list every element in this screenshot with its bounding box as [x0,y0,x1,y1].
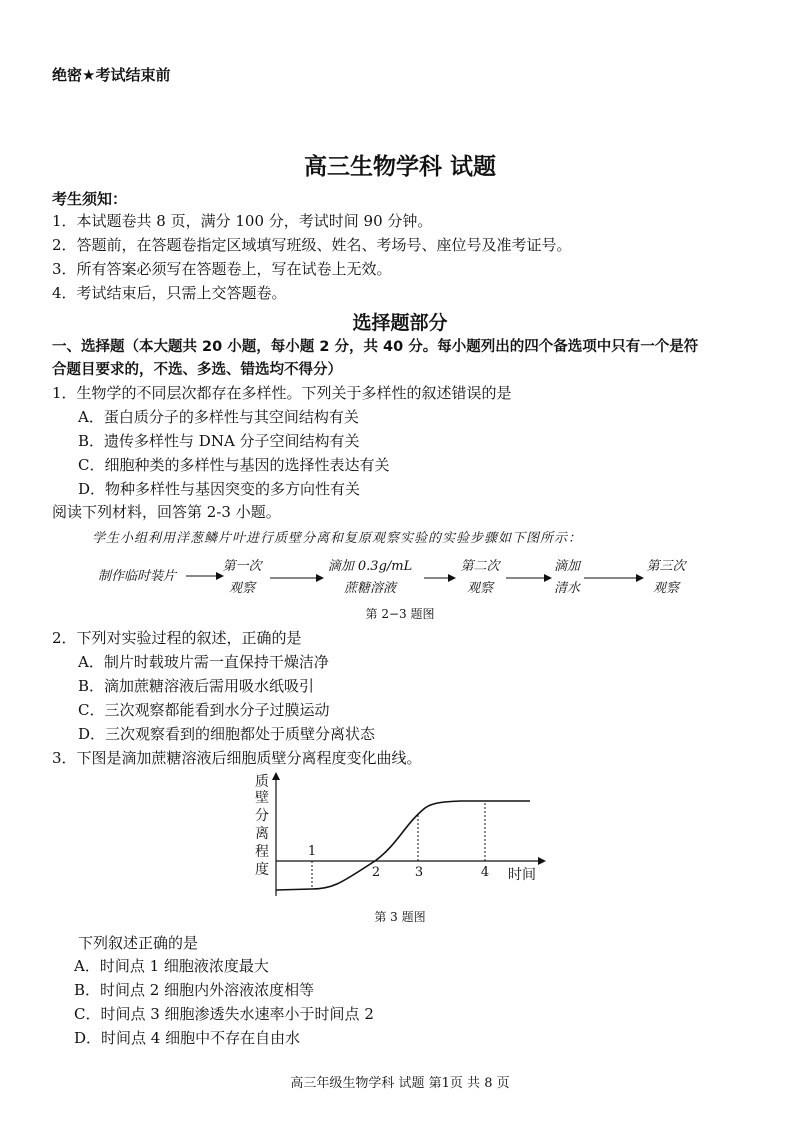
section-instructions-line1: 一、选择题（本大题共 20 小题，每小题 2 分，共 40 分。每小题列出的四个备选项中只有一个是符 [52,339,699,355]
flow-add-sucrose-l2: 蔗糖溶液 [343,581,397,596]
question-2-stem: 2．下列对实验过程的叙述，正确的是 [52,629,302,647]
y-axis-label-char: 壁 [255,790,269,806]
reading-intro: 阅读下列材料，回答第 2-3 小题。 [52,503,281,521]
question-2-option-d: D．三次观察看到的细胞都处于质壁分离状态 [78,725,376,743]
notice-item: 2．答题前，在答题卷指定区域填写班级、姓名、考场号、座位号及准考证号。 [52,236,572,254]
flow-diagram-caption: 第 2−3 题图 [365,607,435,621]
reading-material: 学生小组利用洋葱鳞片叶进行质壁分离和复原观察实验的实验步骤如下图所示： [92,531,583,546]
flow-add-sucrose-l1: 滴加 0.3g/mL [327,559,413,574]
notice-item: 3．所有答案必须写在答题卷上，写在试卷上无效。 [52,260,392,278]
flow-second-observation-l2: 观察 [466,581,494,596]
flow-second-observation-l1: 第二次 [460,559,500,574]
plasmolysis-curve-graph [250,772,560,902]
notice-item: 4．考试结束后，只需上交答题卷。 [52,284,287,302]
confidential-label: 绝密★考试结束前 [52,66,171,84]
y-axis-label-char: 程 [255,844,269,860]
time-point-4-label: 4 [480,865,490,880]
notice-item: 1．本试题卷共 8 页，满分 100 分，考试时间 90 分钟。 [52,212,433,230]
flow-third-observation-l2: 观察 [652,581,680,596]
time-point-2-label: 2 [371,865,381,880]
y-axis-label-char: 度 [255,862,269,878]
flow-first-observation-l1: 第一次 [222,559,262,574]
y-axis-arrow [272,772,280,780]
question-1-option-b: B．遗传多样性与 DNA 分子空间结构有关 [78,432,360,450]
graph-caption: 第 3 题图 [374,910,426,924]
question-2-option-a: A．制片时载玻片需一直保持干燥洁净 [78,653,329,671]
question-1-stem: 1．生物学的不同层次都存在多样性。下列关于多样性的叙述错误的是 [52,384,512,402]
question-1-option-c: C．细胞种类的多样性与基因的选择性表达有关 [78,456,390,474]
y-axis-label-char: 分 [255,808,269,824]
question-3-option-c: C．时间点 3 细胞渗透失水速率小于时间点 2 [74,1005,374,1023]
question-2-option-b: B．滴加蔗糖溶液后需用吸水纸吸引 [78,677,315,695]
page-title: 高三生物学科 试题 [303,154,496,180]
question-1-option-d: D．物种多样性与基因突变的多方向性有关 [78,480,361,498]
section-title: 选择题部分 [352,312,448,334]
question-1-option-a: A．蛋白质分子的多样性与其空间结构有关 [78,408,359,426]
question-3-option-b: B．时间点 2 细胞内外溶液浓度相等 [74,981,315,999]
x-axis-arrow [538,857,546,865]
notice-heading: 考生须知： [52,190,128,208]
question-3-stem: 3．下图是滴加蔗糖溶液后细胞质壁分离程度变化曲线。 [52,749,422,767]
flow-add-water-l2: 清水 [553,581,581,596]
x-axis-label: 时间 [508,867,536,883]
question-3-option-d: D．时间点 4 细胞中不存在自由水 [74,1029,301,1047]
flow-first-observation-l2: 观察 [228,581,256,596]
section-instructions-line2: 合题目要求的，不选、多选、错选均不得分） [52,362,342,378]
flow-third-observation-l1: 第三次 [646,559,686,574]
page-footer: 高三年级生物学科 试题 第1页 共 8 页 [290,1076,510,1091]
question-3-prompt: 下列叙述正确的是 [78,934,199,952]
question-2-option-c: C．三次观察都能看到水分子过膜运动 [78,701,330,719]
flow-step-make-slide: 制作临时装片 [98,569,177,584]
time-point-1-label: 1 [307,844,317,859]
time-point-3-label: 3 [414,865,424,880]
question-3-option-a: A．时间点 1 细胞液浓度最大 [74,957,269,975]
y-axis-label-char: 离 [255,826,269,842]
flow-add-water-l1: 滴加 [553,559,581,574]
experiment-flow-diagram [90,552,710,604]
y-axis-label-char: 质 [255,774,269,790]
